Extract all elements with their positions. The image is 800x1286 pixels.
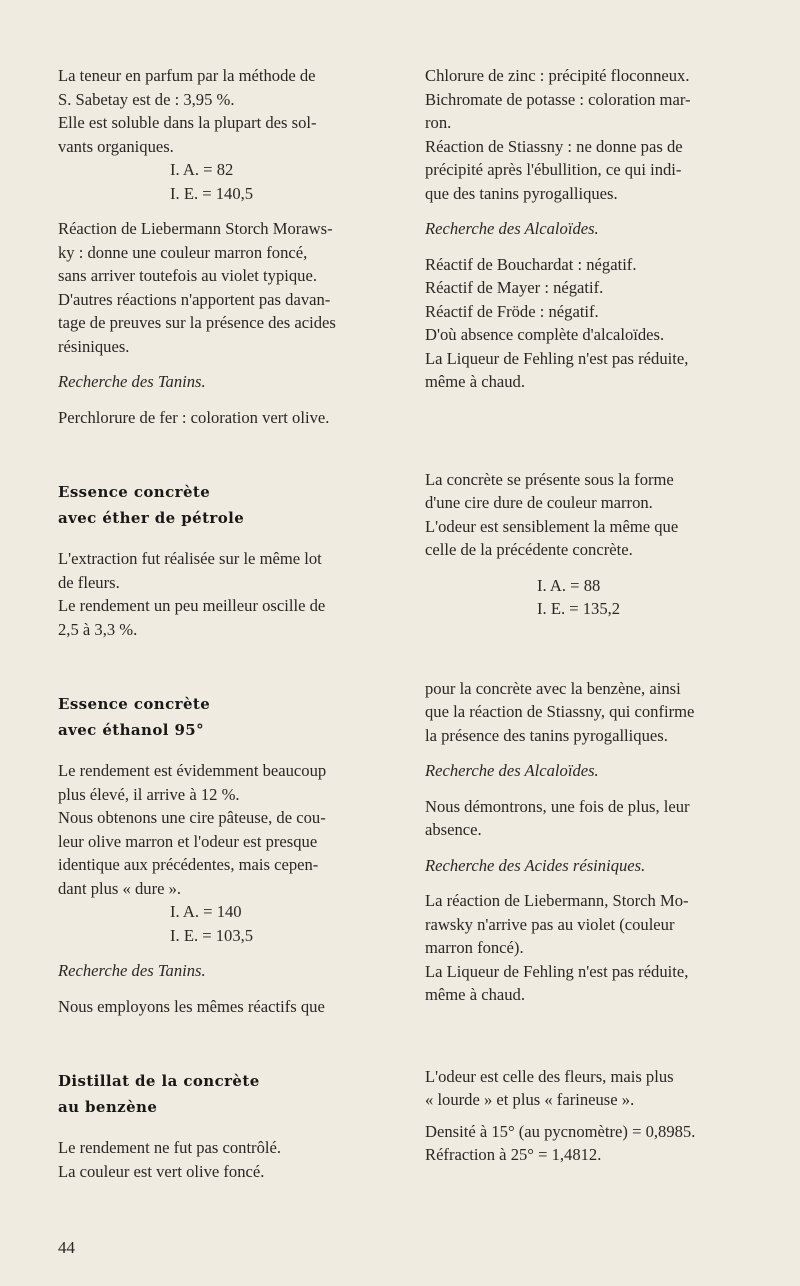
absence-line: Nous démontrons, une fois de plus, leur (425, 796, 690, 816)
page-number: 44 (58, 1238, 75, 1257)
ester-index: I. E. = 103,5 (170, 925, 254, 945)
odor-line: L'odeur est celle des fleurs, mais plus (425, 1066, 674, 1086)
reaction-line: D'autres réactions n'apportent pas davan- (58, 289, 331, 309)
solubility-line: Elle est soluble dans la plupart des sol- (58, 113, 317, 132)
reagent-line: Réaction de Stiassny : ne donne pas de (425, 136, 683, 156)
fehling-line: La Liqueur de Fehling n'est pas réduite, (425, 348, 689, 368)
concrete-description: celle de la précédente concrète. (425, 540, 633, 559)
reagents-line: Nous employons les mêmes réactifs que (58, 996, 325, 1016)
subheading-alcaloides: Recherche des Alcaloïdes. (425, 761, 599, 780)
reagent-result: Réactif de Fröde : négatif. (425, 301, 599, 321)
density-line: Densité à 15° (au pycnomètre) = 0,8985. (425, 1121, 696, 1141)
extraction-line: Le rendement un peu meilleur oscille de (58, 596, 326, 615)
concrete-description: d'une cire dure de couleur marron. (425, 493, 653, 512)
section-heading: Essence concrète (58, 483, 211, 501)
solubility-line: vants organiques. (58, 136, 174, 156)
yield-line: plus élevé, il arrive à 12 %. (58, 784, 240, 804)
reaction-line: sans arriver toutefois au violet typique. (58, 266, 317, 285)
section-heading: Distillat de la concrète (58, 1072, 260, 1090)
conclusion-line: D'où absence complète d'alcaloïdes. (425, 325, 665, 344)
yield-line: Nous obtenons une cire pâteuse, de cou- (58, 808, 326, 827)
yield-line: leur olive marron et l'odeur est presque (58, 831, 318, 851)
reagent-line: que des tanins pyrogalliques. (425, 183, 618, 203)
subheading-tanins: Recherche des Tanins. (58, 372, 206, 391)
concrete-description: La concrète se présente sous la forme (425, 469, 674, 489)
fehling-line: même à chaud. (425, 372, 525, 391)
section-heading: au benzène (58, 1098, 158, 1116)
distillate-line: Le rendement ne fut pas contrôlé. (58, 1138, 282, 1157)
reaction-line: tage de preuves sur la présence des acides (58, 313, 336, 332)
acid-index: I. A. = 82 (170, 160, 234, 179)
reaction-line: ky : donne une couleur marron foncé, (58, 242, 308, 262)
perfume-content-line: S. Sabetay est de : 3,95 %. (58, 89, 235, 109)
liebermann-line: marron foncé). (425, 938, 524, 957)
section-heading: avec éther de pétrole (58, 509, 245, 527)
reagent-line: Bichromate de potasse : coloration mar- (425, 89, 691, 109)
subheading-acides-resiniques: Recherche des Acides résiniques. (425, 855, 646, 875)
stiassny-line: la présence des tanins pyrogalliques. (425, 725, 668, 745)
distillate-line: La couleur est vert olive foncé. (58, 1161, 265, 1181)
acid-index: I. A. = 88 (537, 575, 601, 595)
absence-line: absence. (425, 820, 482, 839)
extraction-line: 2,5 à 3,3 %. (58, 619, 138, 639)
extraction-line: de fleurs. (58, 572, 120, 592)
right-column (425, 64, 770, 1167)
subheading-tanins: Recherche des Tanins. (58, 961, 206, 980)
liebermann-line: rawsky n'arrive pas au violet (couleur (425, 914, 675, 934)
stiassny-line: que la réaction de Stiassny, qui confirme (425, 702, 695, 721)
ester-index: I. E. = 135,2 (537, 599, 621, 618)
perfume-content-line: La teneur en parfum par la méthode de (58, 66, 316, 85)
yield-line: dant plus « dure ». (58, 878, 182, 898)
fehling-line: même à chaud. (425, 985, 525, 1004)
acid-index: I. A. = 140 (170, 902, 242, 921)
perchlorure-line: Perchlorure de fer : coloration vert olive. (58, 407, 330, 427)
reagent-result: Réactif de Bouchardat : négatif. (425, 254, 637, 274)
concrete-description: L'odeur est sensiblement la même que (425, 516, 679, 536)
extraction-line: L'extraction fut réalisée sur le même lot (58, 549, 322, 568)
section-heading: avec éthanol 95° (58, 721, 205, 739)
reagent-result: Réactif de Mayer : négatif. (425, 278, 604, 297)
liebermann-line: La réaction de Liebermann, Storch Mo- (425, 891, 689, 910)
yield-line: identique aux précédentes, mais cepen- (58, 855, 319, 874)
reagent-line: Chlorure de zinc : précipité floconneux. (425, 66, 690, 85)
left-column (58, 64, 403, 1183)
refraction-line: Réfraction à 25° = 1,4812. (425, 1145, 602, 1164)
reagent-line: ron. (425, 113, 452, 132)
section-heading: Essence concrète (58, 695, 211, 713)
subheading-alcaloides: Recherche des Alcaloïdes. (425, 219, 599, 238)
stiassny-line: pour la concrète avec la benzène, ainsi (425, 678, 681, 698)
yield-line: Le rendement est évidemment beaucoup (58, 761, 327, 780)
reagent-line: précipité après l'ébullition, ce qui indi- (425, 160, 682, 179)
reaction-line: Réaction de Liebermann Storch Moraws- (58, 219, 333, 238)
odor-line: « lourde » et plus « farineuse ». (425, 1090, 635, 1109)
ester-index: I. E. = 140,5 (170, 183, 254, 203)
fehling-line: La Liqueur de Fehling n'est pas réduite, (425, 961, 689, 981)
reaction-line: résiniques. (58, 336, 130, 356)
